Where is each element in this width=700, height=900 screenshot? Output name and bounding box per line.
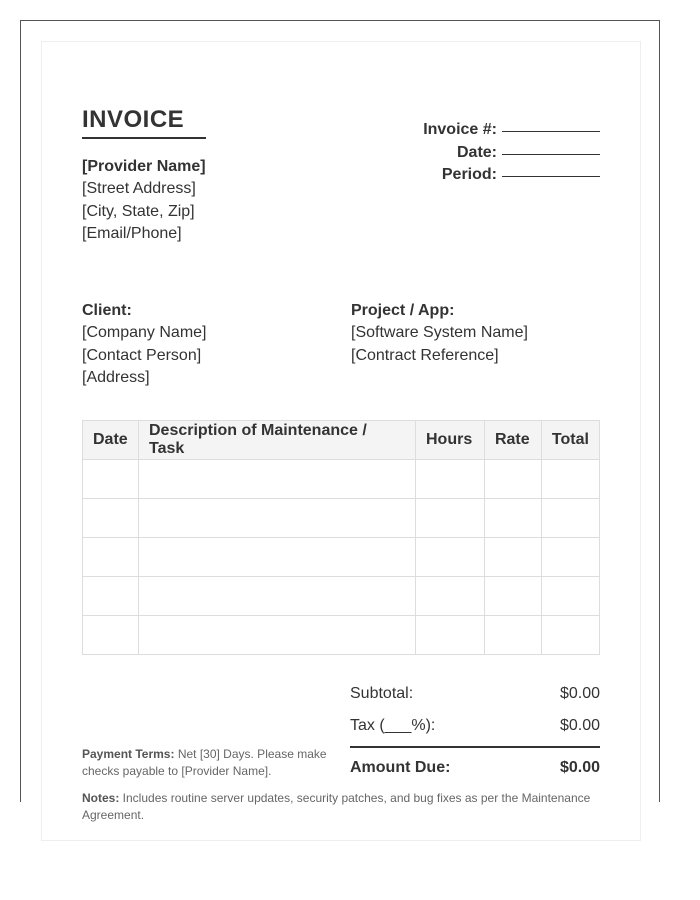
tax-label: Tax (___%): bbox=[350, 717, 436, 734]
cell-description bbox=[138, 499, 415, 538]
subtotal-value: $0.00 bbox=[559, 685, 600, 702]
tax-value: $0.00 bbox=[559, 717, 600, 734]
cell-total bbox=[541, 499, 599, 538]
col-header-description: Description of Maintenance / Task bbox=[138, 421, 415, 460]
client-person: [Contact Person] bbox=[82, 346, 202, 364]
cell-hours bbox=[415, 577, 484, 616]
col-header-total: Total bbox=[541, 421, 599, 460]
invoice-date-row bbox=[423, 142, 600, 165]
notes-text: Includes routine server updates, security patches, and bug fixes as per the Maintenance Agreement. bbox=[82, 791, 591, 822]
cell-rate bbox=[484, 538, 541, 577]
cell-hours bbox=[415, 460, 484, 499]
invoice-period-row bbox=[423, 164, 600, 187]
cell-rate bbox=[484, 577, 541, 616]
invoice-number-blank bbox=[502, 117, 600, 132]
invoice-number-label: Invoice #: bbox=[423, 121, 497, 138]
invoice-page bbox=[41, 41, 641, 841]
col-header-hours: Hours bbox=[415, 421, 484, 460]
client-company: [Company Name] bbox=[82, 324, 207, 342]
cell-description bbox=[138, 538, 415, 577]
amount-due-label: Amount Due: bbox=[350, 759, 451, 776]
cell-date bbox=[83, 577, 139, 616]
col-header-rate: Rate bbox=[484, 421, 541, 460]
client-block bbox=[82, 300, 207, 389]
table-row bbox=[83, 577, 600, 616]
notes bbox=[82, 790, 600, 823]
table-row bbox=[83, 616, 600, 655]
provider-city: [City, State, Zip] bbox=[82, 202, 195, 220]
cell-date bbox=[83, 499, 139, 538]
payment-terms-text: Net [30] Days. Please make checks payable to [Provider Name]. bbox=[82, 747, 327, 778]
invoice-number-row bbox=[423, 119, 600, 142]
cell-description bbox=[138, 460, 415, 499]
project-block bbox=[351, 300, 528, 367]
payment-terms-label: Payment Terms: bbox=[82, 747, 175, 761]
cell-date bbox=[83, 616, 139, 655]
cell-rate bbox=[484, 460, 541, 499]
cell-total bbox=[541, 577, 599, 616]
cell-hours bbox=[415, 616, 484, 655]
provider-contact: [Email/Phone] bbox=[82, 224, 182, 242]
provider-block bbox=[82, 156, 206, 245]
payment-terms bbox=[82, 746, 334, 779]
invoice-period-blank bbox=[502, 162, 600, 177]
invoice-meta bbox=[423, 119, 600, 187]
provider-street: [Street Address] bbox=[82, 180, 196, 198]
subtotal-row bbox=[350, 678, 600, 710]
provider-name: [Provider Name] bbox=[82, 158, 206, 175]
cell-hours bbox=[415, 538, 484, 577]
col-header-date: Date bbox=[83, 421, 139, 460]
cell-rate bbox=[484, 499, 541, 538]
browser-viewport bbox=[20, 20, 660, 822]
line-items-table bbox=[82, 420, 600, 655]
cell-hours bbox=[415, 499, 484, 538]
cell-date bbox=[83, 538, 139, 577]
table-row bbox=[83, 499, 600, 538]
project-heading: Project / App: bbox=[351, 302, 455, 319]
cell-rate bbox=[484, 616, 541, 655]
cell-description bbox=[138, 577, 415, 616]
amount-due-row bbox=[350, 746, 600, 784]
table-header-row bbox=[83, 421, 600, 460]
totals-block bbox=[350, 678, 600, 784]
table-row bbox=[83, 538, 600, 577]
cell-date bbox=[83, 460, 139, 499]
tax-row bbox=[350, 710, 600, 742]
invoice-period-label: Period: bbox=[441, 166, 497, 184]
cell-total bbox=[541, 460, 599, 499]
cell-total bbox=[541, 616, 599, 655]
subtotal-label: Subtotal: bbox=[350, 685, 414, 702]
cell-description bbox=[138, 616, 415, 655]
invoice-title: INVOICE bbox=[82, 106, 206, 139]
table-row bbox=[83, 460, 600, 499]
project-system: [Software System Name] bbox=[351, 324, 528, 342]
amount-due-value: $0.00 bbox=[559, 759, 600, 776]
invoice-date-blank bbox=[502, 140, 600, 155]
cell-total bbox=[541, 538, 599, 577]
client-address: [Address] bbox=[82, 368, 150, 386]
invoice-date-label: Date: bbox=[456, 143, 497, 161]
client-heading: Client: bbox=[82, 302, 132, 319]
project-contract: [Contract Reference] bbox=[351, 346, 499, 364]
notes-label: Notes: bbox=[82, 791, 120, 805]
